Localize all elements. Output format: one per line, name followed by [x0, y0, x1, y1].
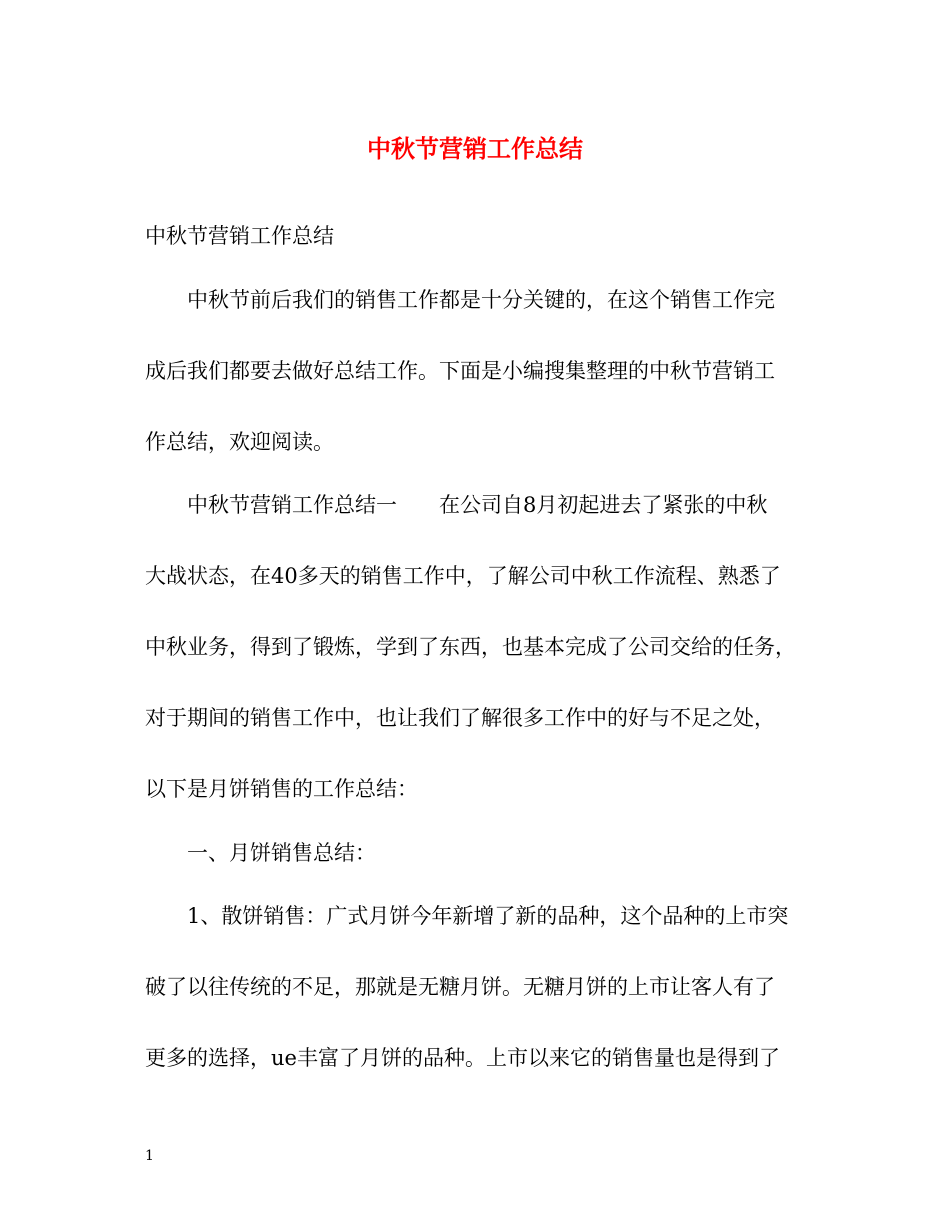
paragraph-2-line-4: 对于期间的销售工作中，也让我们了解很多工作中的好与不足之处，	[145, 706, 775, 730]
page-number: 1	[145, 1148, 154, 1164]
paragraph-4-line-3: 更多的选择，ue丰富了月饼的品种。上市以来它的销售量也是得到了	[145, 1046, 780, 1070]
paragraph-4-line-1: 1、散饼销售：广式月饼今年新增了新的品种，这个品种的上市突	[187, 904, 789, 928]
paragraph-1-line-1: 中秋节前后我们的销售工作都是十分关键的，在这个销售工作完	[187, 288, 775, 312]
paragraph-2-line-2: 大战状态，在40多天的销售工作中，了解公司中秋工作流程、熟悉了	[145, 564, 781, 588]
paragraph-2-line-1: 中秋节营销工作总结一 在公司自8月初起进去了紧张的中秋	[187, 493, 768, 517]
paragraph-4-line-2: 破了以往传统的不足，那就是无糖月饼。无糖月饼的上市让客人有了	[145, 975, 775, 999]
document-title: 中秋节营销工作总结	[367, 134, 583, 163]
paragraph-1-line-3: 作总结，欢迎阅读。	[145, 430, 334, 454]
paragraph-2-line-3: 中秋业务，得到了锻炼，学到了东西，也基本完成了公司交给的任务，	[145, 635, 796, 659]
paragraph-2-line-5: 以下是月饼销售的工作总结：	[145, 777, 418, 801]
paragraph-3-line-1: 一、月饼销售总结：	[187, 841, 376, 865]
section-heading: 中秋节营销工作总结	[145, 224, 334, 248]
paragraph-1-line-2: 成后我们都要去做好总结工作。下面是小编搜集整理的中秋节营销工	[145, 359, 775, 383]
